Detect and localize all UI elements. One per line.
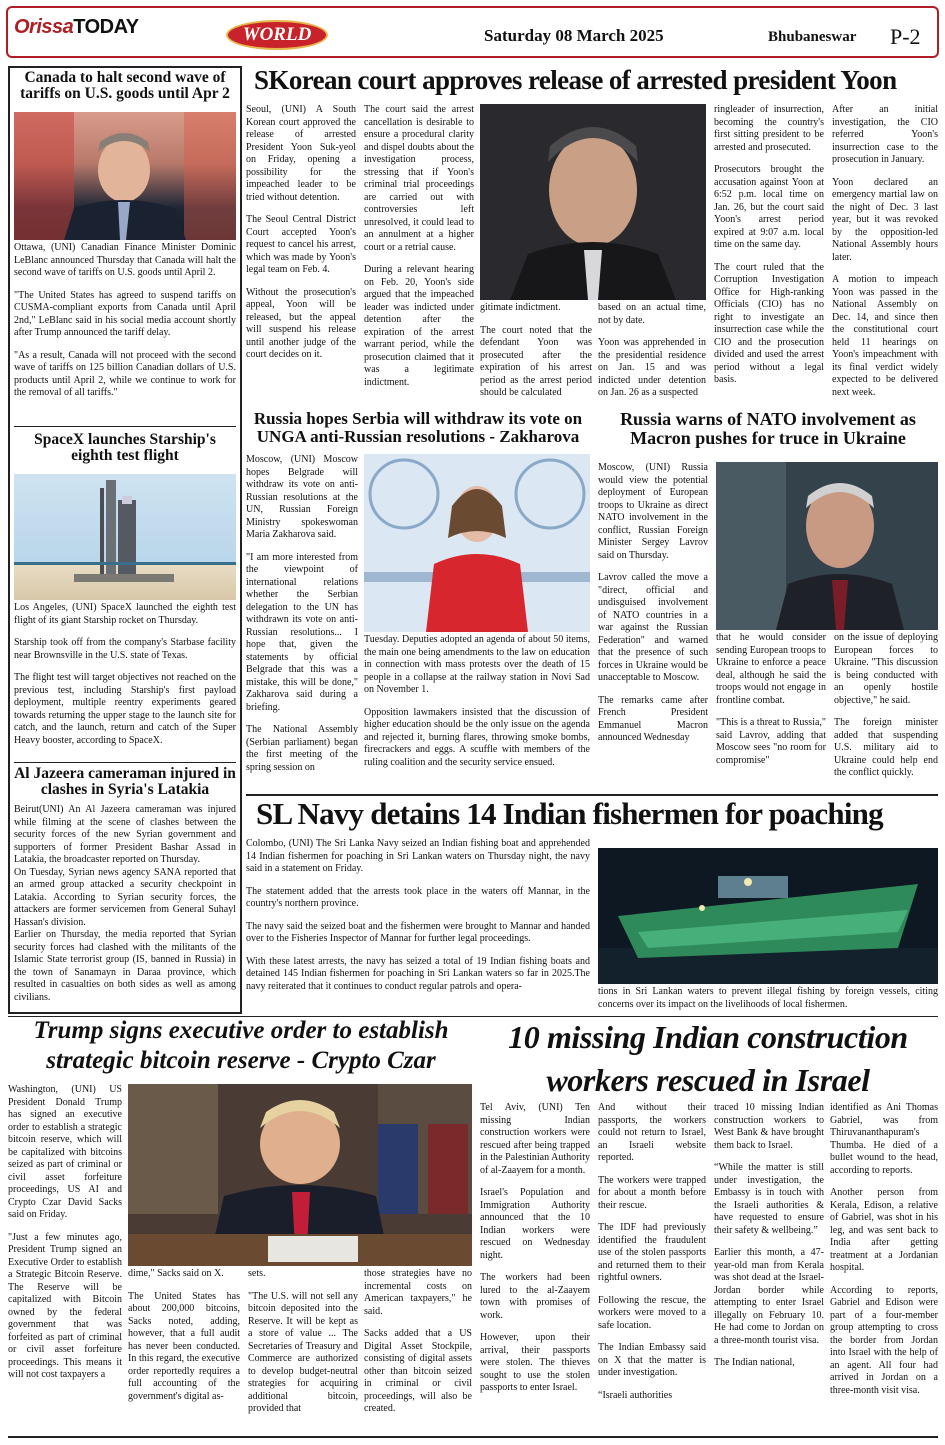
navy-paragraph: The navy said the seized boat and the fishermen were brought to Mannar and handed over to the Fisheries Inspector of Mannar for further legal proceedings. <box>246 920 590 944</box>
bitcoin-paragraph: Sacks added that a US Digital Asset Stockpile, consisting of digital assets other than bitcoin seized in criminal or civil proceedings, will also be created. <box>364 1328 472 1414</box>
bitcoin-column-3 <box>248 1268 358 1430</box>
israel-paragraph: The workers had been lured to the al-Zaayem town with promises of work. <box>480 1272 590 1321</box>
navy-caption: tions in Sri Lankan waters to prevent illegal fishing by foreign vessels, citing concerns over its impact on the livelihoods of local fishermen. <box>598 986 938 1010</box>
section-badge: WORLD <box>226 20 328 50</box>
nato-paragraph: Moscow, (UNI) Russia would view the potential deployment of European troops to Ukraine as direct NATO involvement in the conflict, Russian Foreign Minister Sergey Lavrov said on Thursday. <box>598 462 708 561</box>
yoon-paragraph: based on an actual time, not by date. <box>598 302 706 326</box>
edition-city: Bhubaneswar <box>768 29 857 45</box>
bitcoin-column-1 <box>8 1084 122 1430</box>
israel-paragraph: traced 10 missing Indian construction workers to West Bank & have brought them back to Israel. <box>714 1102 824 1151</box>
israel-paragraph: The workers were trapped for about a month before their rescue. <box>598 1174 706 1211</box>
yoon-column-1 <box>246 104 356 404</box>
zakharova-photo <box>364 454 590 632</box>
bitcoin-paragraph: sets. <box>248 1268 266 1279</box>
canada-paragraph: "As a result, Canada will not proceed with the second wave of tariffs on 125 billion Canadian dollars of U.S. products until April 2, while we continue to work for the removal of all tariffs." <box>14 349 236 398</box>
serbia-paragraph: Opposition lawmakers insisted that the discussion of higher education should be the only issue on the agenda and rejected it, burning flares, throwing smoke bombs, firecrackers and eggs. A scuffle with members of the ruling coalition and the security service ensued. <box>364 706 590 768</box>
nato-column-3 <box>834 632 938 790</box>
nato-paragraph: Lavrov called the move a "direct, official and undisguised involvement of NATO countries in a war against the Russian Federation" and warned that the presence of such forces in Ukraine would be unacceptable to Moscow. <box>598 572 708 683</box>
israel-column-4 <box>830 1102 938 1430</box>
aljazeera-body <box>14 804 236 1010</box>
bottom-rule <box>8 1436 938 1438</box>
yoon-paragraph: The Seoul Central District Court accepted Yoon's request to cancel his arrest, which was made by Yoon's legal team on Feb. 4. <box>246 214 356 275</box>
israel-paragraph: Following the rescue, the workers were moved to a safe location. <box>598 1294 706 1331</box>
spacex-headline: SpaceX launches Starship's eighth test flight <box>34 431 216 465</box>
nato-column-2 <box>716 632 826 790</box>
aljazeera-headline: Al Jazeera cameraman injured in clashes in Syria's Latakia <box>14 765 236 799</box>
bitcoin-paragraph: those strategies have no incremental costs on American taxpayers," he said. <box>364 1268 472 1317</box>
navy-paragraph: The statement added that the arrests took place in the waters off Mannar, in the country's northern province. <box>246 885 590 909</box>
yoon-paragraph: Yoon was apprehended in the presidential residence on Jan. 15 and was indicted under detention on Jan. 26 as a suspected <box>598 337 706 398</box>
yoon-photo <box>480 104 706 300</box>
bitcoin-paragraph: dime," Sacks said on X. <box>128 1268 224 1279</box>
canada-body <box>14 242 236 428</box>
yoon-paragraph: Seoul, (UNI) A South Korean court approved the release of arrested President Yoon Suk-yeol on Friday, opening a possibility for the impeached leader to be tried without detention. <box>246 104 356 203</box>
israel-headline: 10 missing Indian construction workers rescued in Israel <box>508 1019 908 1099</box>
nato-paragraph: The remarks came after French President Emmanuel Macron announced Wednesday <box>598 694 708 743</box>
israel-paragraph: According to reports, Gabriel and Edison were part of a four-member group attempting to cross the border from Jordan into Israel with the help of an agent. All four had arrived in Jordan on a three-month visit visa. <box>830 1284 938 1396</box>
serbia-paragraph: The National Assembly (Serbian parliament) began the first meeting of the spring session on <box>246 724 358 773</box>
bitcoin-column-4 <box>364 1268 472 1430</box>
bitcoin-paragraph: "Just a few minutes ago, President Trump signed an Executive Order to establish a Strategic Bitcoin Reserve. The Reserve will be capitalized with Bitcoin owned by the federal government that was forfeited as part of criminal or civil asset forfeiture proceedings. This means it will not cost taxpayers a <box>8 1231 122 1380</box>
spacex-paragraph: Los Angeles, (UNI) SpaceX launched the eighth test flight of its giant Starship rocket on Thursday. <box>14 602 236 626</box>
serbia-column-2 <box>364 634 590 790</box>
serbia-paragraph: "I am more interested from the viewpoint of international relations whether the Serbian delegation to the UN has withdrawn its vote on anti-Russian resolutions... I hope that, given the statements by official Belgrade that this was a mistake, this will be done," Zakharova said during a briefing. <box>246 551 358 713</box>
israel-paragraph: Tel Aviv, (UNI) Ten missing Indian construction workers were rescued after being trapped in the Palestinian Authority of al-Zaayem for a month. <box>480 1102 590 1176</box>
canada-headline: Canada to halt second wave of tariffs on U.S. goods until Apr 2 <box>20 69 230 103</box>
israel-paragraph: The Indian Embassy said on X that the matter is under investigation. <box>598 1342 706 1378</box>
serbia-paragraph: Tuesday. Deputies adopted an agenda of about 50 items, the main one being amendments to the law on education in connection with mass protests over the death of 15 people in a collapse at the railway station in Novi Sad on November 1. <box>364 634 590 695</box>
aljazeera-paragraph: Beirut(UNI) An Al Jazeera cameraman was injured while filming at the scene of clashes between the security forces of the new Syrian government and supporters of former President Bashar Assad in Latakia, the broadcaster reported on Thursday. <box>14 804 236 865</box>
yoon-paragraph: Prosecutors brought the accusation against Yoon at 6:52 p.m. local time on Jan. 26, but the court said Yoon's arrest period expired at 9:07 a.m. local time on the same day. <box>714 164 824 250</box>
yoon-column-5 <box>714 104 824 404</box>
aljazeera-paragraph: On Tuesday, Syrian news agency SANA reported that an armed group attacked a security checkpoint in Latakia. According to Syrian security forces, the attackers are former servicemen from General Suhayl Hassan's division. <box>14 866 236 928</box>
navy-body <box>246 838 590 1012</box>
spacex-paragraph: The flight test will target objectives not reached on the previous test, including Starship's first payload deployment, multiple reentry experiments geared towards returning the upper stage to the launch site for catch, and the launch, return and catch of the Super Heavy booster, according to SpaceX. <box>14 672 236 746</box>
israel-paragraph: “While the matter is still under investigation, the Embassy is in touch with the Israeli authorities & have requested to ensure their safety & wellbeing.” <box>714 1162 824 1236</box>
bitcoin-column-2 <box>128 1268 240 1430</box>
canada-photo <box>14 112 236 240</box>
israel-paragraph: Another person from Kerala, Edison, a relative of Gabriel, was shot in his leg, and was sent back to India after getting treatment at a Jordanian hospital. <box>830 1187 938 1273</box>
yoon-headline: SKorean court approves release of arrested president Yoon <box>254 65 897 95</box>
yoon-paragraph: The court ruled that the Corruption Investigation Office for High-ranking Officials (CIO) has no right to investigate an insurrection case while the CIO and the prosecution divided and used the arrest period without a legal basis. <box>714 261 824 385</box>
serbia-paragraph: Moscow, (UNI) Moscow hopes Belgrade will withdraw its vote on anti-Russian resolutions at the UN, Russian Foreign Ministry spokeswoman Maria Zakharova said. <box>246 454 358 540</box>
yoon-paragraph: The court said the arrest cancellation is desirable to ensure a procedural clarity and dispel doubts about the investigation process, stressing that if Yoon's criminal trial proceedings are carried out with controversies left unresolved, it could lead to an annulment at a higher court or a retrial cause. <box>364 104 474 253</box>
israel-paragraph: The Indian national, <box>714 1357 795 1368</box>
page-number: P-2 <box>890 24 921 49</box>
yoon-paragraph: gitimate indictment. <box>480 302 561 313</box>
bitcoin-headline: Trump signs executive order to establish strategic bitcoin reserve - Crypto Czar <box>33 1017 449 1074</box>
yoon-column-3 <box>480 302 592 404</box>
yoon-column-2 <box>364 104 474 404</box>
israel-paragraph: And without their passports, the workers could not return to Israel, an Israeli website reported. <box>598 1102 706 1163</box>
israel-paragraph: The IDF had previously identified the fraudulent use of the stolen passports and returned them to their rightful owners. <box>598 1222 706 1283</box>
logo-orissa: Orissa <box>14 16 74 38</box>
canada-paragraph: Ottawa, (UNI) Canadian Finance Minister Dominic LeBlanc announced Thursday that Canada will halt the second wave of tariffs on U.S. goods until April 2. <box>14 242 236 278</box>
serbia-column-1 <box>246 454 358 790</box>
nato-paragraph: The foreign minister added that suspending U.S. military aid to Ukraine could help end the conflict quickly. <box>834 717 938 778</box>
newspaper-logo <box>14 16 139 39</box>
bitcoin-paragraph: The United States has about 200,000 bitcoins, Sacks noted, adding, however, that a full audit has never been conducted. In this regard, the executive order reportedly requires a full accounting of the government's digital as- <box>128 1290 240 1402</box>
yoon-paragraph: Yoon declared an emergency martial law on the night of Dec. 3 last year, but it was revoked by the opposition-led National Assembly hours later. <box>832 176 938 263</box>
nato-headline: Russia warns of NATO involvement as Macron pushes for truce in Ukraine <box>620 409 916 448</box>
yoon-paragraph: After an initial investigation, the CIO referred Yoon's insurrection case to the prosecution in January. <box>832 104 938 165</box>
fishing-boat-photo <box>598 848 938 984</box>
israel-paragraph: Earlier this month, a 47-year-old man from Kerala was shot dead at the Israel-Jordan border while attempting to enter Israel illegally on February 10. He had come to Jordan on a three-month tourist visa. <box>714 1247 824 1346</box>
yoon-paragraph: The court noted that the defendant Yoon was prosecuted after the expiration of his arrest period as the arrest period should be calculated <box>480 324 592 398</box>
israel-column-3 <box>714 1102 824 1430</box>
israel-column-2 <box>598 1102 706 1430</box>
lavrov-photo <box>716 462 938 630</box>
bitcoin-paragraph: Washington, (UNI) US President Donald Trump has signed an executive order to establish a strategic bitcoin reserve, which will be capitalized with bitcoins seized as part of criminal or civil asset forfeiture proceedings, US AI and Crypto Czar David Sacks said on Friday. <box>8 1084 122 1220</box>
yoon-paragraph: A motion to impeach Yoon was passed in the National Assembly on Dec. 14, and since then the constitutional court held 11 hearings on Yoon's impeachment with its final verdict widely expected to be delivered next week. <box>832 274 938 398</box>
spacex-paragraph: Starship took off from the company's Starbase facility near Brownsville in the U.S. state of Texas. <box>14 637 236 661</box>
israel-paragraph: Israel's Population and Immigration Authority announced that the 10 Indian workers were rescued on Wednesday night. <box>480 1187 590 1261</box>
navy-paragraph: Colombo, (UNI) The Sri Lanka Navy seized an Indian fishing boat and apprehended 14 Indian fishermen for poaching in Sri Lankan waters on Thursday night, the navy said in a statement on Friday. <box>246 838 590 874</box>
edition-date: Saturday 08 March 2025 <box>484 26 664 45</box>
israel-paragraph: identified as Ani Thomas Gabriel, was from Thiruvananthapuram's Thumba. He died of a bullet wound to the head, according to reports. <box>830 1102 938 1176</box>
israel-paragraph: “Israeli authorities <box>598 1389 673 1401</box>
yoon-paragraph: ringleader of insurrection, becoming the country's first sitting president to be arrested and prosecuted. <box>714 104 824 153</box>
navy-paragraph: With these latest arrests, the navy has seized a total of 19 Indian fishing boats and detained 145 Indian fishermen for poaching in Sri Lankan waters so far in 2025.The navy reiterated that it continues to conduct regular patrols and opera- <box>246 955 590 992</box>
yoon-column-6 <box>832 104 938 404</box>
navy-headline: SL Navy detains 14 Indian fishermen for poaching <box>256 796 883 831</box>
bitcoin-paragraph: "The U.S. will not sell any bitcoin deposited into the Reserve. It will be kept as a store of value ... The Secretaries of Treasury and Commerce are authorized to develop budget-neutral strategies for acquiring additional bitcoin, provided that <box>248 1290 358 1414</box>
trump-photo <box>128 1084 472 1266</box>
nato-paragraph: that he would consider sending European troops to Ukraine to enforce a peace deal, although he said the troops would not engage in frontline combat. <box>716 632 826 706</box>
aljazeera-paragraph: Earlier on Thursday, the media reported that Syrian security forces had clashed with the militants of the Islamic State terrorist group (IS, banned in Russia) in the town of Sanamayn in Daraa province, which resulted in casualties on both sides as well as among civilians. <box>14 929 236 1003</box>
nato-paragraph: "This is a threat to Russia," said Lavrov, adding that Moscow sees "no room for compromise" <box>716 717 826 766</box>
nato-column-1 <box>598 462 708 790</box>
canada-paragraph: "The United States has agreed to suspend tariffs on CUSMA-compliant exports from Canada until April 2nd," LeBlanc said in his social media account shortly after Trump announced the tariff delay. <box>14 289 236 338</box>
spacex-body <box>14 602 236 762</box>
israel-column-1 <box>480 1102 590 1430</box>
nato-paragraph: on the issue of deploying European forces to Ukraine. "This discussion is being conducted with an openly hostile objective," he said. <box>834 632 938 706</box>
yoon-column-4 <box>598 302 706 404</box>
divider <box>14 762 236 763</box>
logo-today: TODAY <box>73 16 139 38</box>
israel-paragraph: However, upon their arrival, their passports were stolen. The thieves sought to use the stolen passports to enter Israel. <box>480 1332 590 1393</box>
starship-photo <box>14 474 236 600</box>
yoon-paragraph: During a relevant hearing on Feb. 20, Yoon's side argued that the impeached leader was indicted under detention after the expiration of the arrest warrant period, while the prosecution claimed that it was a legitimate indictment. <box>364 264 474 388</box>
yoon-paragraph: Without the prosecution's appeal, Yoon will be released, but the appeal will suspend his release until another judge of the court decides on it. <box>246 286 356 360</box>
serbia-headline: Russia hopes Serbia will withdraw its vote on UNGA anti-Russian resolutions - Zakharova <box>253 409 583 446</box>
divider <box>14 426 236 427</box>
